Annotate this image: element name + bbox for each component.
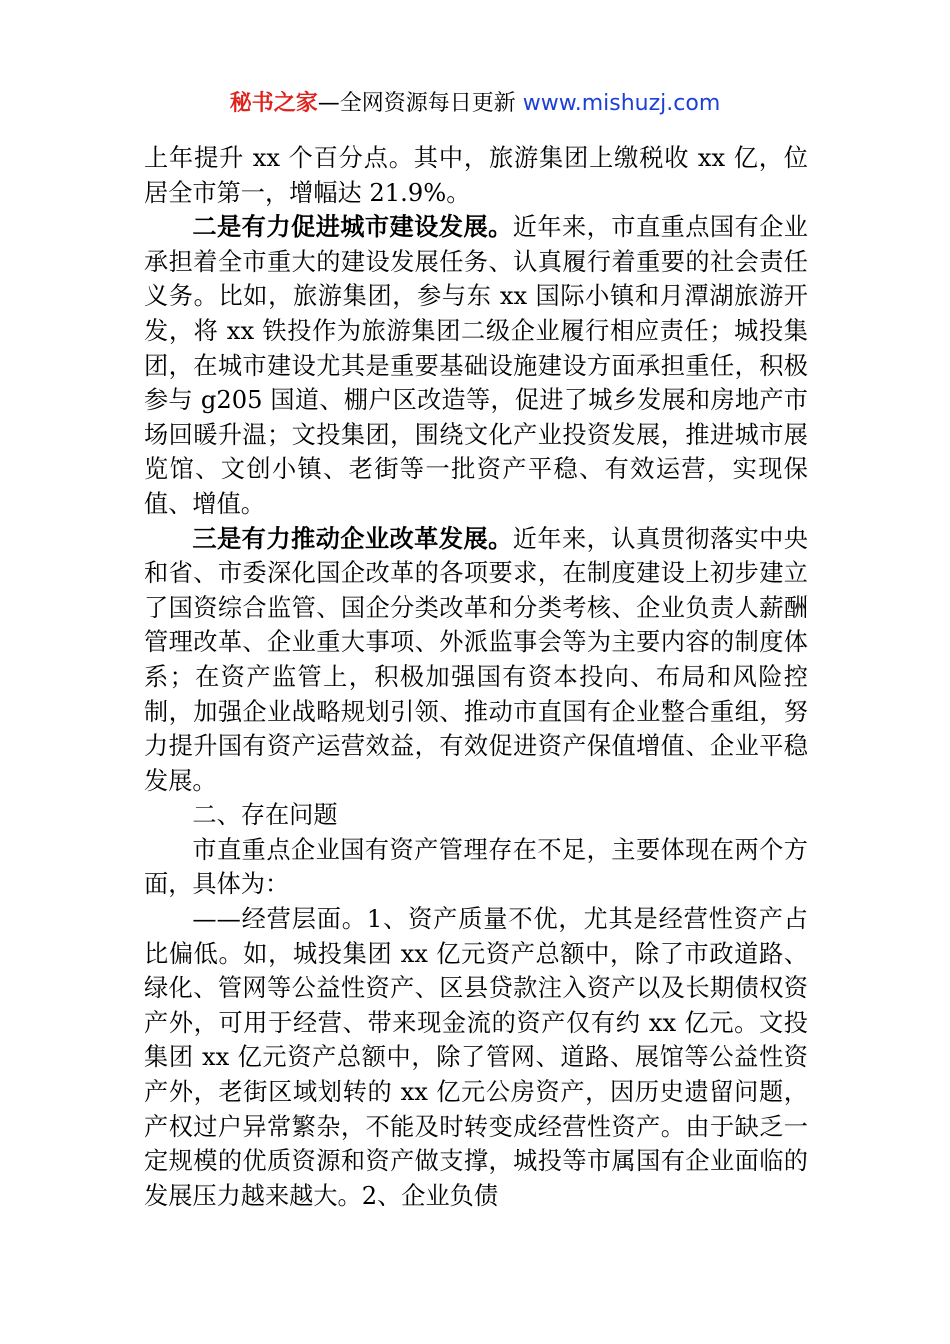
paragraph-text: 市直重点企业国有资产管理存在不足，主要体现在两个方面，具体为： [144, 835, 808, 899]
paragraph-3 [144, 522, 808, 799]
site-url-link[interactable]: www.mishuzj.com [522, 91, 721, 116]
paragraph-text: ——经营层面。1、资产质量不优，尤其是经营性资产占比偏低。如，城投集团 xx 亿元资产总额中，除了市政道路、绿化、管网等公益性资产、区县贷款注入资产以及长期债权资产外，可用于经营、带来现金流的资产仅有约 xx 亿元。文投集团 xx 亿元资产总额中，除了管网、道路、展馆等公益性资产外，老街区域划转的 xx 亿元公房资产，因历史遗留问题，产权过户异常繁杂，不能及时转变成经营性资产。由于缺乏一定规模的优质资源和资产做支撑，城投等市属国有企业面临的发展压力越来越大。2、企业负债 [144, 905, 808, 1210]
site-tagline: —全网资源每日更新 [317, 91, 523, 116]
section-heading [144, 798, 808, 833]
paragraph-lead: 二是有力促进城市建设发展。 [192, 213, 513, 242]
paragraph-text: 近年来，市直重点国有企业承担着全市重大的建设发展任务、认真履行着重要的社会责任义务。比如，旅游集团，参与东 xx 国际小镇和月潭湖旅游开发，将 xx 铁投作为旅游集团二级企业履行相应责任；城投集团，在城市建设尤其是重要基础设施建设方面承担重任，积极参与 g205 国道、棚户区改造等，促进了城乡发展和房地产市场回暖升温；文投集团，围绕文化产业投资发展，推进城市展览馆、文创小镇、老街等一批资产平稳、有效运营，实现保值、增值。 [144, 213, 808, 518]
site-brand: 秘书之家 [229, 91, 318, 116]
document-body [144, 141, 808, 1213]
paragraph-6 [144, 902, 808, 1213]
paragraph-2 [144, 210, 808, 521]
paragraph-1 [144, 141, 808, 210]
paragraph-text: 二、存在问题 [192, 801, 338, 830]
paragraph-5 [144, 833, 808, 902]
paragraph-text: 上年提升 xx 个百分点。其中，旅游集团上缴税收 xx 亿，位居全市第一，增幅达 21.9%。 [144, 144, 808, 207]
paragraph-text: 近年来，认真贯彻落实中央和省、市委深化国企改革的各项要求，在制度建设上初步建立了国资综合监管、国企分类改革和分类考核、企业负责人薪酬管理改革、企业重大事项、外派监事会等为主要内容的制度体系；在资产监管上，积极加强国有资本投向、布局和风险控制，加强企业战略规划引领、推动市直国有企业整合重组，努力提升国有资产运营效益，有效促进资产保值增值、企业平稳发展。 [144, 524, 808, 795]
site-header [0, 88, 950, 120]
paragraph-lead: 三是有力推动企业改革发展。 [192, 524, 513, 553]
